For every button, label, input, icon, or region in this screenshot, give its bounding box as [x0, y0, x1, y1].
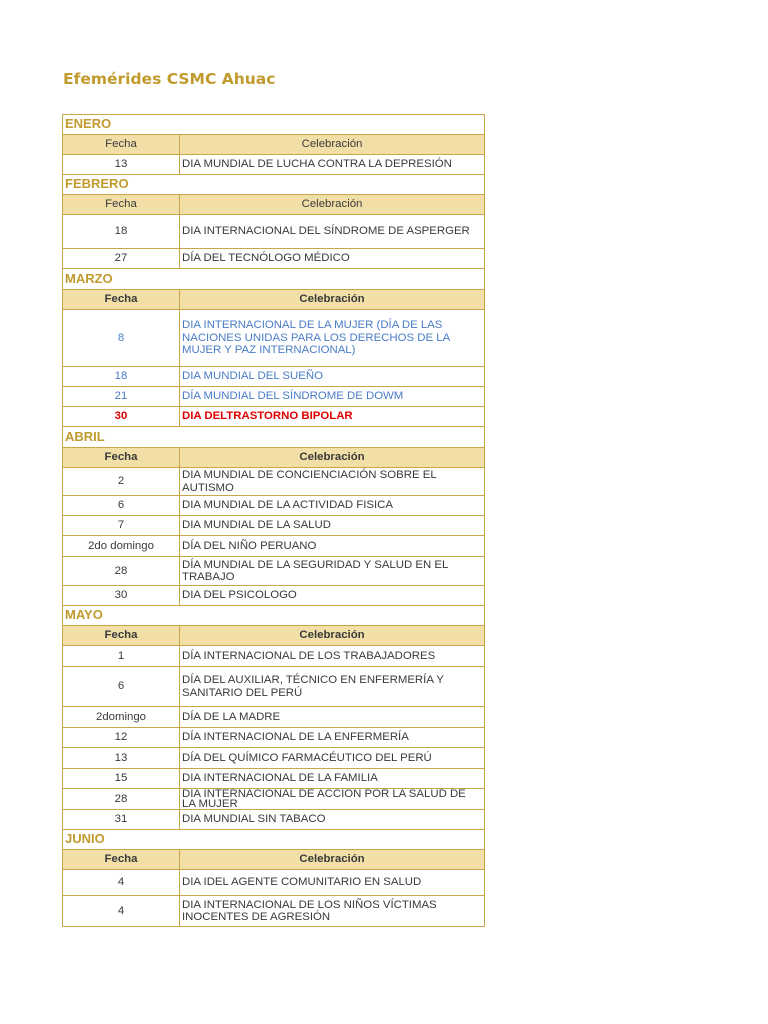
event-cell: DIA MUNDIAL DE CONCIENCIACIÓN SOBRE EL AUTISMO: [180, 468, 485, 496]
date-cell: 12: [63, 728, 180, 748]
month-label: FEBRERO: [63, 175, 485, 195]
month-label: MARZO: [63, 269, 485, 290]
month-label: ENERO: [63, 115, 485, 135]
date-cell: 21: [63, 387, 180, 407]
event-header: Celebración: [180, 195, 485, 215]
event-header: Celebración: [180, 135, 485, 155]
date-cell: 4: [63, 870, 180, 896]
date-cell: 13: [63, 748, 180, 769]
month-row-junio: [63, 830, 485, 850]
date-cell: 28: [63, 557, 180, 586]
event-cell: DIA MUNDIAL DEL SUEÑO: [180, 367, 485, 387]
date-header: Fecha: [63, 850, 180, 870]
table-row: [63, 367, 485, 387]
event-cell: DIA DELTRASTORNO BIPOLAR: [180, 407, 485, 427]
event-header: Celebración: [180, 626, 485, 646]
event-cell: DÍA DEL TECNÓLOGO MÉDICO: [180, 249, 485, 269]
table-row: [63, 748, 485, 769]
date-header: Fecha: [63, 195, 180, 215]
table-row: [63, 249, 485, 269]
date-cell: 18: [63, 367, 180, 387]
event-cell: DIA INTERNACIONAL DE LA MUJER (DÍA DE LAS NACIONES UNIDAS PARA LOS DERECHOS DE LA MUJER Y PAZ INTERNACIONAL): [180, 310, 485, 367]
header-row: [63, 850, 485, 870]
month-label: MAYO: [63, 606, 485, 626]
table-row: [63, 516, 485, 536]
table-row: [63, 387, 485, 407]
event-cell: DIA INTERNACIONAL DE LA FAMILIA: [180, 769, 485, 789]
table-row: [63, 586, 485, 606]
table-row: [63, 646, 485, 667]
document-title: Efemérides CSMC Ahuac: [63, 70, 276, 88]
event-cell: DIA MUNDIAL SIN TABACO: [180, 810, 485, 830]
date-header: Fecha: [63, 448, 180, 468]
header-row: [63, 626, 485, 646]
date-cell: 15: [63, 769, 180, 789]
event-cell: DÍA DEL NIÑO PERUANO: [180, 536, 485, 557]
header-row: [63, 290, 485, 310]
event-cell: DÍA MUNDIAL DE LA SEGURIDAD Y SALUD EN EL TRABAJO: [180, 557, 485, 586]
date-cell: 8: [63, 310, 180, 367]
event-cell: DÍA DE LA MADRE: [180, 707, 485, 728]
event-cell: DÍA INTERNACIONAL DE LA ENFERMERÍA: [180, 728, 485, 748]
event-cell: DIA DEL PSICOLOGO: [180, 586, 485, 606]
table-row: [63, 215, 485, 249]
table-row: [63, 707, 485, 728]
month-row-abril: [63, 427, 485, 448]
table-row: [63, 810, 485, 830]
date-cell: 28: [63, 789, 180, 810]
event-cell: DÍA INTERNACIONAL DE LOS TRABAJADORES: [180, 646, 485, 667]
date-header: Fecha: [63, 290, 180, 310]
date-cell: 18: [63, 215, 180, 249]
ephemerides-table: [62, 114, 485, 927]
date-cell: 6: [63, 667, 180, 707]
table-row: [63, 870, 485, 896]
date-cell: 6: [63, 496, 180, 516]
date-header: Fecha: [63, 626, 180, 646]
event-header: Celebración: [180, 850, 485, 870]
month-row-marzo: [63, 269, 485, 290]
date-cell: 31: [63, 810, 180, 830]
date-cell: 13: [63, 155, 180, 175]
header-row: [63, 448, 485, 468]
table-row: [63, 769, 485, 789]
month-label: JUNIO: [63, 830, 485, 850]
event-cell: DÍA DEL AUXILIAR, TÉCNICO EN ENFERMERÍA Y SANITARIO DEL PERÚ: [180, 667, 485, 707]
date-cell: 30: [63, 586, 180, 606]
table-row: [63, 155, 485, 175]
event-cell: DIA INTERNACIONAL DE LOS NIÑOS VÍCTIMAS INOCENTES DE AGRESIÓN: [180, 896, 485, 927]
date-cell: 7: [63, 516, 180, 536]
event-header: Celebración: [180, 448, 485, 468]
month-label: ABRIL: [63, 427, 485, 448]
table-row: [63, 728, 485, 748]
event-header: Celebración: [180, 290, 485, 310]
event-cell: DIA IDEL AGENTE COMUNITARIO EN SALUD: [180, 870, 485, 896]
table-row: [63, 557, 485, 586]
date-cell: 27: [63, 249, 180, 269]
date-header: Fecha: [63, 135, 180, 155]
month-row-febrero: [63, 175, 485, 195]
table-row: [63, 407, 485, 427]
table-row: [63, 536, 485, 557]
header-row: [63, 195, 485, 215]
table-row: [63, 310, 485, 367]
event-cell: DIA MUNDIAL DE LA ACTIVIDAD FISICA: [180, 496, 485, 516]
table-row: [63, 896, 485, 927]
event-cell: DIA MUNDIAL DE LUCHA CONTRA LA DEPRESIÓN: [180, 155, 485, 175]
event-cell: DIA MUNDIAL DE LA SALUD: [180, 516, 485, 536]
date-cell: 30: [63, 407, 180, 427]
header-row: [63, 135, 485, 155]
date-cell: 2do domingo: [63, 536, 180, 557]
table-row: [63, 667, 485, 707]
event-cell: DÍA MUNDIAL DEL SÍNDROME DE DOWM: [180, 387, 485, 407]
date-cell: 1: [63, 646, 180, 667]
event-cell: DIA INTERNACIONAL DEL SÍNDROME DE ASPERGER: [180, 215, 485, 249]
table-row: [63, 496, 485, 516]
month-row-mayo: [63, 606, 485, 626]
date-cell: 2domingo: [63, 707, 180, 728]
date-cell: 2: [63, 468, 180, 496]
table-row: [63, 468, 485, 496]
event-cell: DÍA DEL QUÍMICO FARMACÉUTICO DEL PERÚ: [180, 748, 485, 769]
event-cell: DIA INTERNACIONAL DE ACCION POR LA SALUD DE LA MUJER: [180, 789, 485, 810]
date-cell: 4: [63, 896, 180, 927]
table-row: [63, 789, 485, 810]
month-row-enero: [63, 115, 485, 135]
